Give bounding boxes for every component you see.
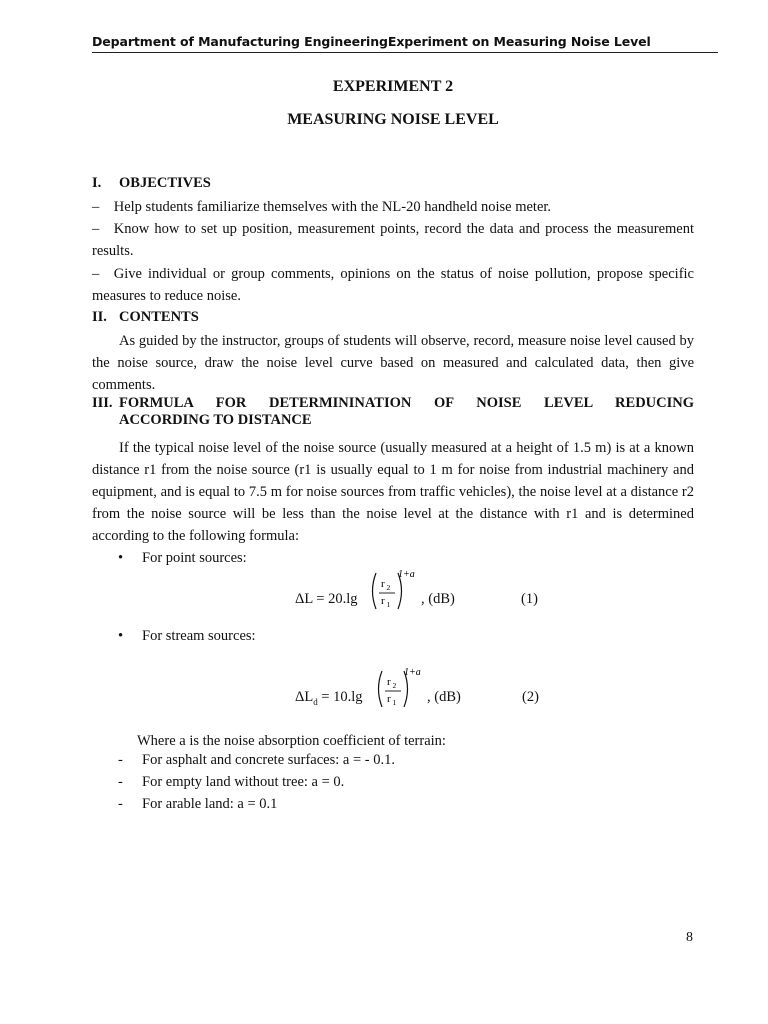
bullet-label: For stream sources:	[142, 628, 256, 644]
formula-exponent: 1+a	[404, 667, 421, 678]
fraction-denominator: r	[381, 595, 385, 607]
formula-unit: , (dB)	[421, 591, 455, 607]
bullet-point-sources	[118, 550, 247, 567]
section-title: OBJECTIVES	[119, 175, 211, 191]
fraction-numerator-sub: 2	[392, 681, 397, 690]
section-objectives-heading	[92, 175, 694, 192]
formula-exponent: 1+a	[398, 569, 415, 580]
list-marker: -	[118, 752, 123, 768]
formula-fraction	[374, 663, 426, 711]
list-marker: -	[118, 796, 123, 812]
terrain-item	[118, 774, 344, 791]
bullet-stream-sources	[118, 628, 256, 645]
section-title: CONTENTS	[119, 309, 199, 325]
experiment-number: EXPERIMENT 2	[332, 78, 454, 95]
objective-item: – Give individual or group comments, opinions on the status of noise pollution, propose specific measures to reduce noise.	[92, 266, 694, 304]
section-title-line1: FORMULA FOR DETERMININATION OF NOISE LEVEL REDUCING	[119, 395, 694, 411]
fraction-numerator: r	[387, 676, 391, 688]
formula-lhs: ΔL = 20.lg	[295, 591, 358, 607]
bullet-label: For point sources:	[142, 550, 247, 566]
formula-lhs-rest: = 10.lg	[317, 689, 363, 705]
terrain-intro: Where a is the noise absorption coefficient of terrain:	[137, 733, 446, 749]
formula-fraction	[368, 565, 420, 613]
terrain-text: For asphalt and concrete surfaces: a = - 0.1.	[142, 752, 395, 768]
section-title-line2: ACCORDING TO DISTANCE	[119, 412, 312, 428]
terrain-item	[118, 752, 395, 769]
section-number: I.	[92, 175, 102, 191]
formula-label: (1)	[521, 591, 538, 607]
section-number: II.	[92, 309, 107, 325]
terrain-text: For arable land: a = 0.1	[142, 796, 278, 812]
formula-lhs	[295, 689, 363, 707]
terrain-text: For empty land without tree: a = 0.	[142, 774, 345, 790]
page-number: 8	[686, 930, 693, 945]
header-divider	[92, 52, 718, 53]
formula-lhs-sub: d	[313, 696, 318, 707]
section-contents-heading	[92, 309, 694, 326]
bullet-dot: •	[118, 628, 124, 644]
formula-lhs-main: ΔL	[295, 689, 314, 705]
fraction-numerator: r	[381, 578, 385, 590]
formula-unit: , (dB)	[427, 689, 461, 705]
running-header: Department of Manufacturing EngineeringExperiment on Measuring Noise Level	[92, 34, 651, 49]
fraction-denominator: r	[387, 693, 391, 705]
objective-item: – Help students familiarize themselves with the NL-20 handheld noise meter.	[92, 199, 552, 215]
fraction-denominator-sub: 1	[392, 698, 397, 707]
formula-label: (2)	[522, 689, 539, 705]
experiment-title: MEASURING NOISE LEVEL	[287, 111, 499, 128]
fraction-numerator-sub: 2	[386, 583, 391, 592]
section-number: III.	[92, 395, 113, 411]
section-formula-heading	[92, 395, 694, 429]
objective-item: – Know how to set up position, measurement points, record the data and process the measurement results.	[92, 221, 694, 259]
bullet-dot: •	[118, 550, 124, 566]
formula-intro-paragraph: If the typical noise level of the noise source (usually measured at a height of 1.5 m) is at a known distance r1 from the noise source (r1 is usually equal to 1 m for noise from industrial machinery and equipment, and is equal to 7.5 m for noise sources from traffic vehicles), the noise level at a distance r2 from the noise source will be less than the noise level at the distance with r1 and is determined according to the following formula:	[92, 440, 694, 544]
fraction-denominator-sub: 1	[386, 600, 391, 609]
list-marker: -	[118, 774, 123, 790]
terrain-item	[118, 796, 277, 813]
contents-paragraph: As guided by the instructor, groups of students will observe, record, measure noise level caused by the noise source, draw the noise level curve based on measured and calculated data, then give comments.	[92, 333, 694, 393]
